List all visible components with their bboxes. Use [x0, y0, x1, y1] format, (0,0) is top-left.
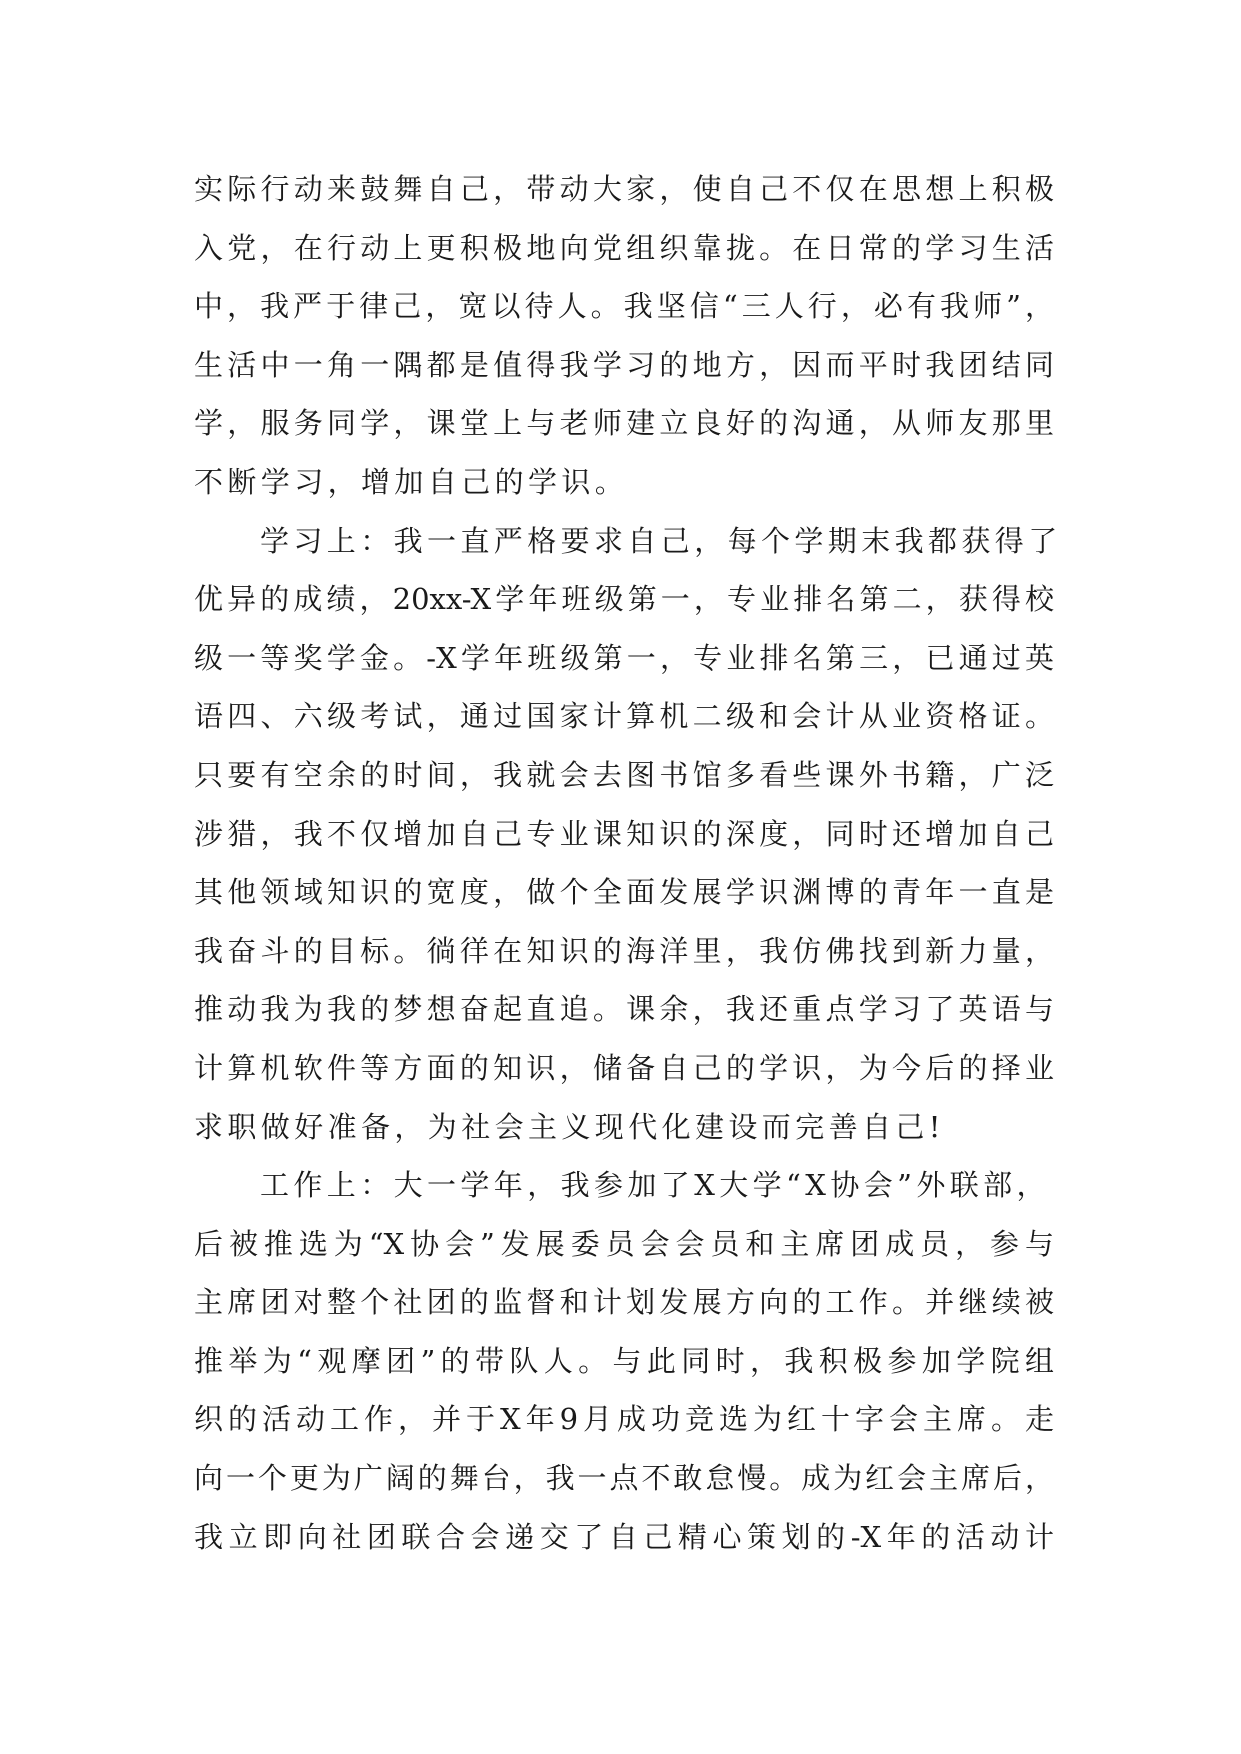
text-line: 生活中一角一隅都是值得我学习的地方，因而平时我团结同 — [194, 347, 1054, 382]
text-line: 推举为“观摩团”的带队人。与此同时，我积极参加学院组 — [194, 1343, 1054, 1378]
text-line: 织的活动工作，并于X年9月成功竞选为红十字会主席。走 — [194, 1402, 1054, 1437]
text-line: 实际行动来鼓舞自己，带动大家，使自己不仅在思想上积极 — [194, 172, 1054, 206]
text-line: 级一等奖学金。-X学年班级第一，专业排名第三，已通过英 — [194, 640, 1054, 675]
paragraph-2 — [194, 512, 1062, 1157]
paragraph-1 — [194, 160, 1054, 512]
text-line: 向一个更为广阔的舞台，我一点不敢怠慢。成为红会主席后， — [194, 1461, 1054, 1496]
text-line: 我立即向社团联合会递交了自己精心策划的-X年的活动计 — [194, 1519, 1054, 1554]
text-line: 推动我为我的梦想奋起直追。课余，我还重点学习了英语与 — [194, 992, 1054, 1027]
text-line: 语四、六级考试，通过国家计算机二级和会计从业资格证。 — [194, 699, 1054, 734]
text-line: 不断学习，增加自己的学识。 — [194, 464, 629, 499]
text-line: 中，我严于律己，宽以待人。我坚信“三人行，必有我师”， — [194, 289, 1054, 324]
text-line: 优异的成绩，20xx-X学年班级第一，专业排名第二，获得校 — [194, 582, 1054, 617]
text-line: 其他领域知识的宽度，做个全面发展学识渊博的青年一直是 — [194, 875, 1054, 910]
text-line: 后被推选为“X协会”发展委员会会员和主席团成员，参与 — [194, 1226, 1054, 1261]
text-line: 我奋斗的目标。徜徉在知识的海洋里，我仿佛找到新力量， — [194, 933, 1054, 968]
document-body — [194, 160, 1062, 1566]
text-line: 学，服务同学，课堂上与老师建立良好的沟通，从师友那里 — [194, 406, 1054, 441]
text-line: 主席团对整个社团的监督和计划发展方向的工作。并继续被 — [194, 1285, 1054, 1320]
paragraph-3 — [194, 1156, 1054, 1566]
text-line: 求职做好准备，为社会主义现代化建设而完善自己! — [194, 1109, 945, 1144]
text-line: 工作上：大一学年，我参加了X大学“X协会”外联部， — [260, 1168, 1050, 1203]
text-line: 入党，在行动上更积极地向党组织靠拢。在日常的学习生活 — [194, 230, 1054, 265]
text-line: 只要有空余的时间，我就会去图书馆多看些课外书籍，广泛 — [194, 757, 1054, 792]
text-line: 计算机软件等方面的知识，储备自己的学识，为今后的择业 — [194, 1050, 1054, 1085]
text-line: 学习上：我一直严格要求自己，每个学期末我都获得了 — [260, 523, 1062, 558]
text-line: 涉猎，我不仅增加自己专业课知识的深度，同时还增加自己 — [194, 816, 1054, 851]
